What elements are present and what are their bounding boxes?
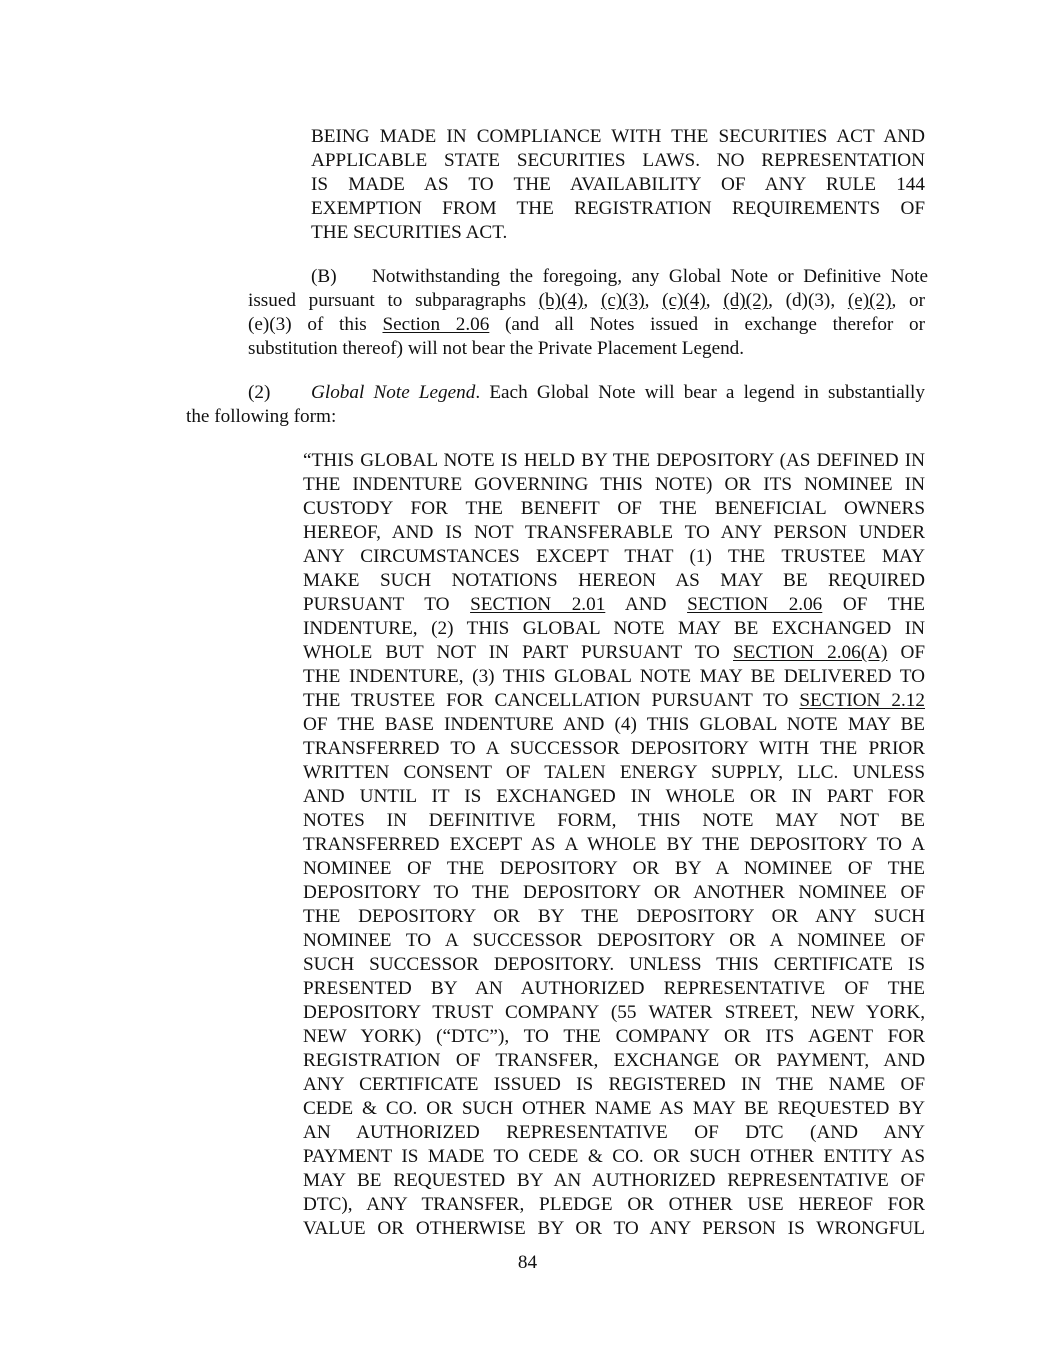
subparagraph-ref-e2[interactable]: (e)(2) [847,290,892,311]
legend-text: WHOLE BUT NOT IN PART PURSUANT TO [303,642,734,663]
legend-line: THE INDENTURE, (3) THIS GLOBAL NOTE MAY BE DELIVERED TO [303,666,925,687]
legend-line: TRANSFERRED EXCEPT AS A WHOLE BY THE DEPOSITORY TO A [303,834,925,855]
paragraph-b-line-4: substitution thereof) will not bear the Private Placement Legend. [248,338,745,359]
paragraph-2-label: (2) [248,382,271,403]
paragraph-b-line-1: Notwithstanding the foregoing, any Global Note or Definitive Note [372,266,928,287]
paragraph-b-text: , or [891,290,925,311]
legend-text: OF THE [842,594,925,615]
section-ref-2-06[interactable]: Section 2.06 [382,314,490,335]
legend-line: NOTES IN DEFINITIVE FORM, THIS NOTE MAY NOT BE [303,810,925,831]
legend-text: PURSUANT TO [303,594,471,615]
section-ref-2-06[interactable]: SECTION 2.06 [687,594,823,615]
legend-line [303,641,925,665]
legend-continuation-line: APPLICABLE STATE SECURITIES LAWS. NO REPRESENTATION [311,150,925,171]
legend-text: THE TRUSTEE FOR CANCELLATION PURSUANT TO [303,690,800,711]
paragraph-b-text: (and all Notes issued in exchange therefor or [505,314,925,335]
paragraph-b-label: (B) [311,266,337,287]
legend-text: OF [900,642,925,663]
section-ref-2-06a[interactable]: SECTION 2.06(A) [733,642,888,663]
legend-line: MAKE SUCH NOTATIONS HEREON AS MAY BE REQUIRED [303,570,925,591]
legend-line: SUCH SUCCESSOR DEPOSITORY. UNLESS THIS CERTIFICATE IS [303,954,925,975]
paragraph-b-line-2 [248,289,925,313]
subparagraph-ref-c3[interactable]: (c)(3) [600,290,645,311]
legend-line: PAYMENT IS MADE TO CEDE & CO. OR SUCH OTHER ENTITY AS [303,1146,925,1167]
paragraph-2-line-2: the following form: [186,406,337,427]
separator: , [583,290,601,311]
legend-line: DEPOSITORY TO THE DEPOSITORY OR ANOTHER NOMINEE OF [303,882,925,903]
legend-line: CUSTODY FOR THE BENEFIT OF THE BENEFICIAL OWNERS [303,498,925,519]
legend-line: PRESENTED BY AN AUTHORIZED REPRESENTATIVE OF THE [303,978,925,999]
legend-line [303,689,925,713]
page-number: 84 [517,1252,538,1273]
legend-line: WRITTEN CONSENT OF TALEN ENERGY SUPPLY, LLC. UNLESS [303,762,925,783]
legend-line: VALUE OR OTHERWISE BY OR TO ANY PERSON IS WRONGFUL [303,1218,925,1239]
legend-line: REGISTRATION OF TRANSFER, EXCHANGE OR PAYMENT, AND [303,1050,925,1071]
legend-continuation-line: EXEMPTION FROM THE REGISTRATION REQUIREMENTS OF [311,198,925,219]
legend-line: MAY BE REQUESTED BY AN AUTHORIZED REPRESENTATIVE OF [303,1170,925,1191]
legend-line: AND UNTIL IT IS EXCHANGED IN WHOLE OR IN PART FOR [303,786,925,807]
subparagraph-ref-d2[interactable]: (d)(2) [723,290,769,311]
paragraph-b-text: , (d)(3), [768,290,848,311]
legend-line: THE INDENTURE GOVERNING THIS NOTE) OR ITS NOMINEE IN [303,474,925,495]
paragraph-b-text: (e)(3) of this [248,314,383,335]
legend-line: DTC), ANY TRANSFER, PLEDGE OR OTHER USE HEREOF FOR [303,1194,925,1215]
legend-text: AND [624,594,688,615]
legend-continuation-line: IS MADE AS TO THE AVAILABILITY OF ANY RULE 144 [311,174,925,195]
global-note-legend-title: Global Note Legend [311,382,476,403]
legend-line: HEREOF, AND IS NOT TRANSFERABLE TO ANY PERSON UNDER [303,522,925,543]
subparagraph-ref-c4[interactable]: (c)(4) [662,290,706,311]
section-ref-2-01[interactable]: SECTION 2.01 [470,594,606,615]
legend-line: NOMINEE OF THE DEPOSITORY OR BY A NOMINEE OF THE [303,858,925,879]
legend-line: OF THE BASE INDENTURE AND (4) THIS GLOBAL NOTE MAY BE [303,714,925,735]
subparagraph-ref-b4[interactable]: (b)(4) [538,290,584,311]
legend-line [303,593,925,617]
legend-line: CEDE & CO. OR SUCH OTHER NAME AS MAY BE REQUESTED BY [303,1098,925,1119]
legend-line: INDENTURE, (2) THIS GLOBAL NOTE MAY BE EXCHANGED IN [303,618,925,639]
legend-continuation-line: THE SECURITIES ACT. [311,222,508,243]
paragraph-b-line-3 [248,313,925,337]
paragraph-2-text: . Each Global Note will bear a legend in substantially [475,382,925,403]
legend-continuation-line: BEING MADE IN COMPLIANCE WITH THE SECURITIES ACT AND [311,126,925,147]
separator: , [705,290,724,311]
legend-line: NOMINEE TO A SUCCESSOR DEPOSITORY OR A NOMINEE OF [303,930,925,951]
legend-line: AN AUTHORIZED REPRESENTATIVE OF DTC (AND ANY [303,1122,925,1143]
legend-line: ANY CIRCUMSTANCES EXCEPT THAT (1) THE TRUSTEE MAY [303,546,925,567]
legend-line: THE DEPOSITORY OR BY THE DEPOSITORY OR ANY SUCH [303,906,925,927]
legend-line: DEPOSITORY TRUST COMPANY (55 WATER STREET, NEW YORK, [303,1002,925,1023]
paragraph-2-line-1 [311,381,925,405]
paragraph-b-text: issued pursuant to subparagraphs [248,290,539,311]
legend-line: TRANSFERRED TO A SUCCESSOR DEPOSITORY WITH THE PRIOR [303,738,925,759]
section-ref-2-12[interactable]: SECTION 2.12 [799,690,925,711]
separator: , [644,290,663,311]
legend-line: ANY CERTIFICATE ISSUED IS REGISTERED IN THE NAME OF [303,1074,925,1095]
legend-line: NEW YORK) (“DTC”), TO THE COMPANY OR ITS AGENT FOR [303,1026,925,1047]
legend-line: “THIS GLOBAL NOTE IS HELD BY THE DEPOSITORY (AS DEFINED IN [303,450,925,471]
